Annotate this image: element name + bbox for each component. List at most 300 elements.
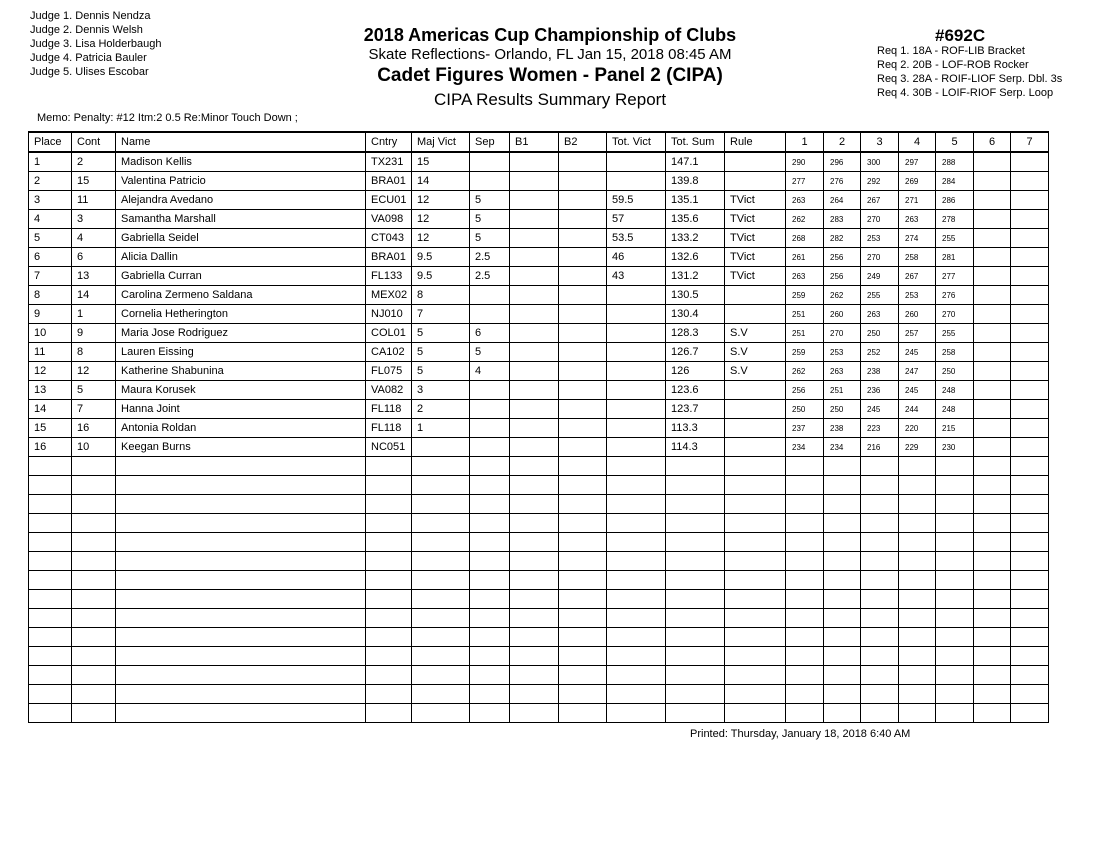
- judge: Judge 4. Patricia Bauler: [30, 52, 147, 64]
- table-cell: [1011, 704, 1049, 723]
- table-cell: [470, 476, 510, 495]
- table-cell: 2: [72, 152, 116, 172]
- table-cell: [725, 571, 786, 590]
- table-cell: [607, 419, 666, 438]
- table-row: [29, 381, 1049, 400]
- table-cell: 264: [824, 191, 861, 210]
- table-cell: [786, 590, 824, 609]
- table-cell: [412, 514, 470, 533]
- table-cell: S.V: [725, 362, 786, 381]
- table-cell: 250: [936, 362, 974, 381]
- table-cell: 3: [412, 381, 470, 400]
- table-cell: [470, 590, 510, 609]
- table-cell: [607, 286, 666, 305]
- table-cell: VA082: [366, 381, 412, 400]
- table-cell: [470, 457, 510, 476]
- table-cell: [470, 152, 510, 172]
- table-cell: [366, 685, 412, 704]
- table-cell: FL118: [366, 400, 412, 419]
- column-header: B1: [510, 132, 559, 152]
- table-cell: [936, 476, 974, 495]
- table-cell: [666, 495, 725, 514]
- column-header: Tot. Sum: [666, 132, 725, 152]
- table-cell: [510, 343, 559, 362]
- table-cell: [824, 495, 861, 514]
- table-cell: TVict: [725, 267, 786, 286]
- table-cell: [29, 666, 72, 685]
- table-cell: [725, 419, 786, 438]
- table-cell: 245: [899, 381, 936, 400]
- table-row: [29, 286, 1049, 305]
- column-header: Cont: [72, 132, 116, 152]
- table-cell: BRA01: [366, 248, 412, 267]
- table-cell: FL118: [366, 419, 412, 438]
- table-cell: [666, 685, 725, 704]
- table-cell: [936, 685, 974, 704]
- table-cell: [510, 438, 559, 457]
- table-cell: [974, 457, 1011, 476]
- requirement: Req 3. 28A - ROIF-LIOF Serp. Dbl. 3s: [877, 73, 1063, 85]
- table-cell: [29, 590, 72, 609]
- table-cell: [510, 590, 559, 609]
- table-cell: [559, 172, 607, 191]
- table-cell: [1011, 191, 1049, 210]
- table-cell: [725, 533, 786, 552]
- table-cell: [725, 400, 786, 419]
- table-cell: [1011, 609, 1049, 628]
- table-cell: 123.6: [666, 381, 725, 400]
- table-cell: 10: [29, 324, 72, 343]
- table-cell: [666, 552, 725, 571]
- table-cell: 258: [936, 343, 974, 362]
- table-cell: [607, 571, 666, 590]
- table-cell: [412, 609, 470, 628]
- results-table: [28, 131, 1049, 723]
- table-cell: 5: [470, 191, 510, 210]
- table-cell: Valentina Patricio: [116, 172, 366, 191]
- table-cell: [559, 685, 607, 704]
- table-cell: [72, 552, 116, 571]
- table-cell: [607, 152, 666, 172]
- judge: Judge 5. Ulises Escobar: [30, 66, 149, 78]
- column-header: Tot. Vict: [607, 132, 666, 152]
- table-cell: 256: [824, 248, 861, 267]
- table-cell: [366, 533, 412, 552]
- table-cell: [412, 552, 470, 571]
- table-cell: [470, 628, 510, 647]
- table-cell: [559, 305, 607, 324]
- table-cell: TVict: [725, 229, 786, 248]
- table-row: [29, 362, 1049, 381]
- table-row: [29, 210, 1049, 229]
- table-cell: [1011, 324, 1049, 343]
- table-cell: [861, 533, 899, 552]
- table-cell: [607, 704, 666, 723]
- empty-row: [29, 647, 1049, 666]
- table-cell: [510, 362, 559, 381]
- table-cell: 16: [72, 419, 116, 438]
- table-cell: 216: [861, 438, 899, 457]
- table-cell: [936, 552, 974, 571]
- table-cell: [607, 438, 666, 457]
- table-cell: [559, 438, 607, 457]
- table-cell: 6: [29, 248, 72, 267]
- table-cell: 9.5: [412, 267, 470, 286]
- table-cell: 251: [786, 324, 824, 343]
- table-cell: [1011, 666, 1049, 685]
- table-cell: 278: [936, 210, 974, 229]
- table-cell: 268: [786, 229, 824, 248]
- table-cell: [899, 571, 936, 590]
- column-header: 4: [899, 132, 936, 152]
- table-cell: [510, 628, 559, 647]
- table-cell: [1011, 229, 1049, 248]
- table-cell: [116, 590, 366, 609]
- table-cell: [470, 552, 510, 571]
- table-cell: [470, 172, 510, 191]
- table-cell: [899, 514, 936, 533]
- table-cell: 8: [72, 343, 116, 362]
- table-cell: [936, 533, 974, 552]
- table-cell: [824, 514, 861, 533]
- column-header: 7: [1011, 132, 1049, 152]
- table-cell: [607, 609, 666, 628]
- table-cell: [412, 628, 470, 647]
- empty-row: [29, 609, 1049, 628]
- table-cell: [510, 191, 559, 210]
- table-cell: [29, 609, 72, 628]
- table-cell: [861, 590, 899, 609]
- table-cell: [974, 552, 1011, 571]
- table-cell: [824, 666, 861, 685]
- table-cell: 2: [29, 172, 72, 191]
- table-cell: Antonia Roldan: [116, 419, 366, 438]
- table-cell: 282: [824, 229, 861, 248]
- table-cell: [824, 476, 861, 495]
- table-cell: [366, 514, 412, 533]
- table-cell: [725, 590, 786, 609]
- table-cell: [559, 324, 607, 343]
- table-cell: [607, 400, 666, 419]
- table-cell: [607, 324, 666, 343]
- table-cell: [510, 229, 559, 248]
- event-code: #692C: [935, 26, 986, 45]
- table-cell: 132.6: [666, 248, 725, 267]
- table-cell: [899, 495, 936, 514]
- table-cell: [725, 628, 786, 647]
- table-cell: [366, 552, 412, 571]
- table-cell: [974, 267, 1011, 286]
- table-cell: 297: [899, 152, 936, 172]
- table-cell: [366, 457, 412, 476]
- table-cell: 43: [607, 267, 666, 286]
- table-cell: [510, 305, 559, 324]
- table-cell: [116, 552, 366, 571]
- table-cell: [974, 152, 1011, 172]
- table-cell: [559, 191, 607, 210]
- table-cell: 262: [786, 362, 824, 381]
- table-cell: [29, 647, 72, 666]
- table-cell: [974, 191, 1011, 210]
- table-cell: 271: [899, 191, 936, 210]
- table-cell: 12: [412, 210, 470, 229]
- table-cell: 234: [824, 438, 861, 457]
- table-cell: 9.5: [412, 248, 470, 267]
- table-cell: [510, 495, 559, 514]
- table-cell: 126: [666, 362, 725, 381]
- table-cell: 12: [29, 362, 72, 381]
- table-cell: [666, 666, 725, 685]
- table-cell: 123.7: [666, 400, 725, 419]
- table-cell: [116, 628, 366, 647]
- table-cell: 263: [786, 267, 824, 286]
- table-cell: [510, 704, 559, 723]
- table-cell: 263: [861, 305, 899, 324]
- table-cell: 5: [29, 229, 72, 248]
- table-cell: [510, 457, 559, 476]
- table-cell: [974, 647, 1011, 666]
- table-cell: [72, 514, 116, 533]
- table-cell: [899, 457, 936, 476]
- table-cell: 15: [29, 419, 72, 438]
- table-cell: [559, 590, 607, 609]
- judge: Judge 2. Dennis Welsh: [30, 24, 143, 36]
- table-cell: [29, 552, 72, 571]
- table-cell: [725, 476, 786, 495]
- table-cell: [861, 571, 899, 590]
- table-cell: [974, 666, 1011, 685]
- table-row: [29, 343, 1049, 362]
- table-cell: [559, 229, 607, 248]
- table-cell: 277: [936, 267, 974, 286]
- table-cell: 260: [824, 305, 861, 324]
- table-cell: [974, 248, 1011, 267]
- table-cell: [510, 267, 559, 286]
- table-cell: 286: [936, 191, 974, 210]
- requirements-list: [877, 44, 1062, 100]
- table-cell: [824, 647, 861, 666]
- table-cell: [786, 685, 824, 704]
- table-cell: [899, 647, 936, 666]
- table-cell: [1011, 438, 1049, 457]
- table-cell: [1011, 552, 1049, 571]
- table-cell: Lauren Eissing: [116, 343, 366, 362]
- table-cell: [607, 305, 666, 324]
- table-cell: [116, 704, 366, 723]
- table-cell: [470, 533, 510, 552]
- table-cell: [72, 666, 116, 685]
- table-cell: CA102: [366, 343, 412, 362]
- table-cell: [29, 476, 72, 495]
- table-row: [29, 438, 1049, 457]
- table-cell: 245: [861, 400, 899, 419]
- table-cell: [366, 571, 412, 590]
- table-cell: [559, 495, 607, 514]
- table-cell: 15: [412, 152, 470, 172]
- table-cell: [786, 457, 824, 476]
- table-cell: [559, 571, 607, 590]
- table-cell: [559, 552, 607, 571]
- table-cell: 5: [412, 343, 470, 362]
- table-cell: [725, 552, 786, 571]
- table-cell: 251: [786, 305, 824, 324]
- table-cell: [510, 647, 559, 666]
- table-cell: [974, 362, 1011, 381]
- table-cell: [607, 647, 666, 666]
- table-cell: [470, 286, 510, 305]
- table-cell: 252: [861, 343, 899, 362]
- table-cell: 255: [936, 229, 974, 248]
- table-cell: [607, 552, 666, 571]
- table-cell: [366, 704, 412, 723]
- table-cell: [1011, 172, 1049, 191]
- empty-row: [29, 514, 1049, 533]
- table-cell: 5: [72, 381, 116, 400]
- table-cell: 6: [72, 248, 116, 267]
- table-cell: TVict: [725, 210, 786, 229]
- table-cell: [72, 590, 116, 609]
- table-row: [29, 191, 1049, 210]
- table-cell: [725, 514, 786, 533]
- table-cell: BRA01: [366, 172, 412, 191]
- table-cell: [510, 400, 559, 419]
- table-cell: [559, 609, 607, 628]
- table-cell: [412, 533, 470, 552]
- table-cell: [786, 704, 824, 723]
- table-cell: VA098: [366, 210, 412, 229]
- table-cell: 238: [861, 362, 899, 381]
- table-cell: [116, 457, 366, 476]
- table-cell: Gabriella Curran: [116, 267, 366, 286]
- table-cell: [899, 552, 936, 571]
- table-cell: [607, 343, 666, 362]
- table-cell: [470, 704, 510, 723]
- table-cell: [470, 495, 510, 514]
- table-cell: [786, 514, 824, 533]
- table-cell: [666, 628, 725, 647]
- table-cell: [1011, 590, 1049, 609]
- table-cell: Keegan Burns: [116, 438, 366, 457]
- table-cell: 256: [824, 267, 861, 286]
- table-cell: [1011, 267, 1049, 286]
- table-cell: [936, 495, 974, 514]
- competition-title: 2018 Americas Cup Championship of Clubs: [363, 25, 737, 45]
- table-cell: [116, 476, 366, 495]
- table-cell: 4: [470, 362, 510, 381]
- table-cell: [936, 457, 974, 476]
- table-cell: [559, 343, 607, 362]
- table-cell: 3: [29, 191, 72, 210]
- table-cell: [974, 628, 1011, 647]
- table-cell: [666, 514, 725, 533]
- table-cell: [510, 152, 559, 172]
- table-cell: Alejandra Avedano: [116, 191, 366, 210]
- table-cell: [607, 590, 666, 609]
- column-header: Sep: [470, 132, 510, 152]
- table-row: [29, 419, 1049, 438]
- table-cell: 130.4: [666, 305, 725, 324]
- table-cell: 259: [786, 286, 824, 305]
- table-cell: [607, 685, 666, 704]
- column-header: Rule: [725, 132, 786, 152]
- table-cell: 253: [824, 343, 861, 362]
- table-cell: [786, 571, 824, 590]
- table-cell: [559, 400, 607, 419]
- table-cell: [1011, 286, 1049, 305]
- table-cell: [470, 419, 510, 438]
- table-cell: [1011, 571, 1049, 590]
- table-cell: [725, 286, 786, 305]
- table-cell: 14: [72, 286, 116, 305]
- table-cell: [470, 400, 510, 419]
- table-cell: [1011, 628, 1049, 647]
- table-cell: [559, 457, 607, 476]
- table-cell: 262: [786, 210, 824, 229]
- table-cell: 12: [412, 191, 470, 210]
- table-cell: [861, 704, 899, 723]
- table-cell: 135.6: [666, 210, 725, 229]
- table-cell: 5: [412, 362, 470, 381]
- table-cell: 59.5: [607, 191, 666, 210]
- table-cell: TVict: [725, 191, 786, 210]
- table-cell: 230: [936, 438, 974, 457]
- table-cell: 270: [824, 324, 861, 343]
- table-row: [29, 229, 1049, 248]
- table-cell: [116, 514, 366, 533]
- table-cell: 57: [607, 210, 666, 229]
- table-cell: [412, 666, 470, 685]
- table-cell: [974, 381, 1011, 400]
- table-cell: 5: [470, 229, 510, 248]
- table-cell: [1011, 381, 1049, 400]
- table-cell: [666, 609, 725, 628]
- table-cell: [936, 571, 974, 590]
- table-cell: [725, 495, 786, 514]
- column-header: 5: [936, 132, 974, 152]
- table-cell: 244: [899, 400, 936, 419]
- table-cell: 281: [936, 248, 974, 267]
- judge: Judge 1. Dennis Nendza: [30, 10, 151, 22]
- table-cell: 14: [29, 400, 72, 419]
- table-cell: [899, 609, 936, 628]
- table-cell: 7: [72, 400, 116, 419]
- table-cell: 4: [72, 229, 116, 248]
- table-cell: 300: [861, 152, 899, 172]
- table-cell: [607, 533, 666, 552]
- table-cell: [412, 704, 470, 723]
- table-cell: [974, 210, 1011, 229]
- table-cell: [725, 666, 786, 685]
- table-cell: [824, 704, 861, 723]
- table-cell: [72, 495, 116, 514]
- table-cell: [72, 476, 116, 495]
- table-cell: [559, 210, 607, 229]
- table-cell: Madison Kellis: [116, 152, 366, 172]
- table-cell: [899, 476, 936, 495]
- table-cell: [366, 647, 412, 666]
- table-cell: 53.5: [607, 229, 666, 248]
- table-cell: [1011, 514, 1049, 533]
- table-cell: [974, 286, 1011, 305]
- table-cell: [824, 571, 861, 590]
- table-row: [29, 248, 1049, 267]
- table-cell: [510, 571, 559, 590]
- table-cell: 114.3: [666, 438, 725, 457]
- table-cell: [1011, 210, 1049, 229]
- table-cell: [510, 552, 559, 571]
- table-cell: 8: [412, 286, 470, 305]
- table-cell: Samantha Marshall: [116, 210, 366, 229]
